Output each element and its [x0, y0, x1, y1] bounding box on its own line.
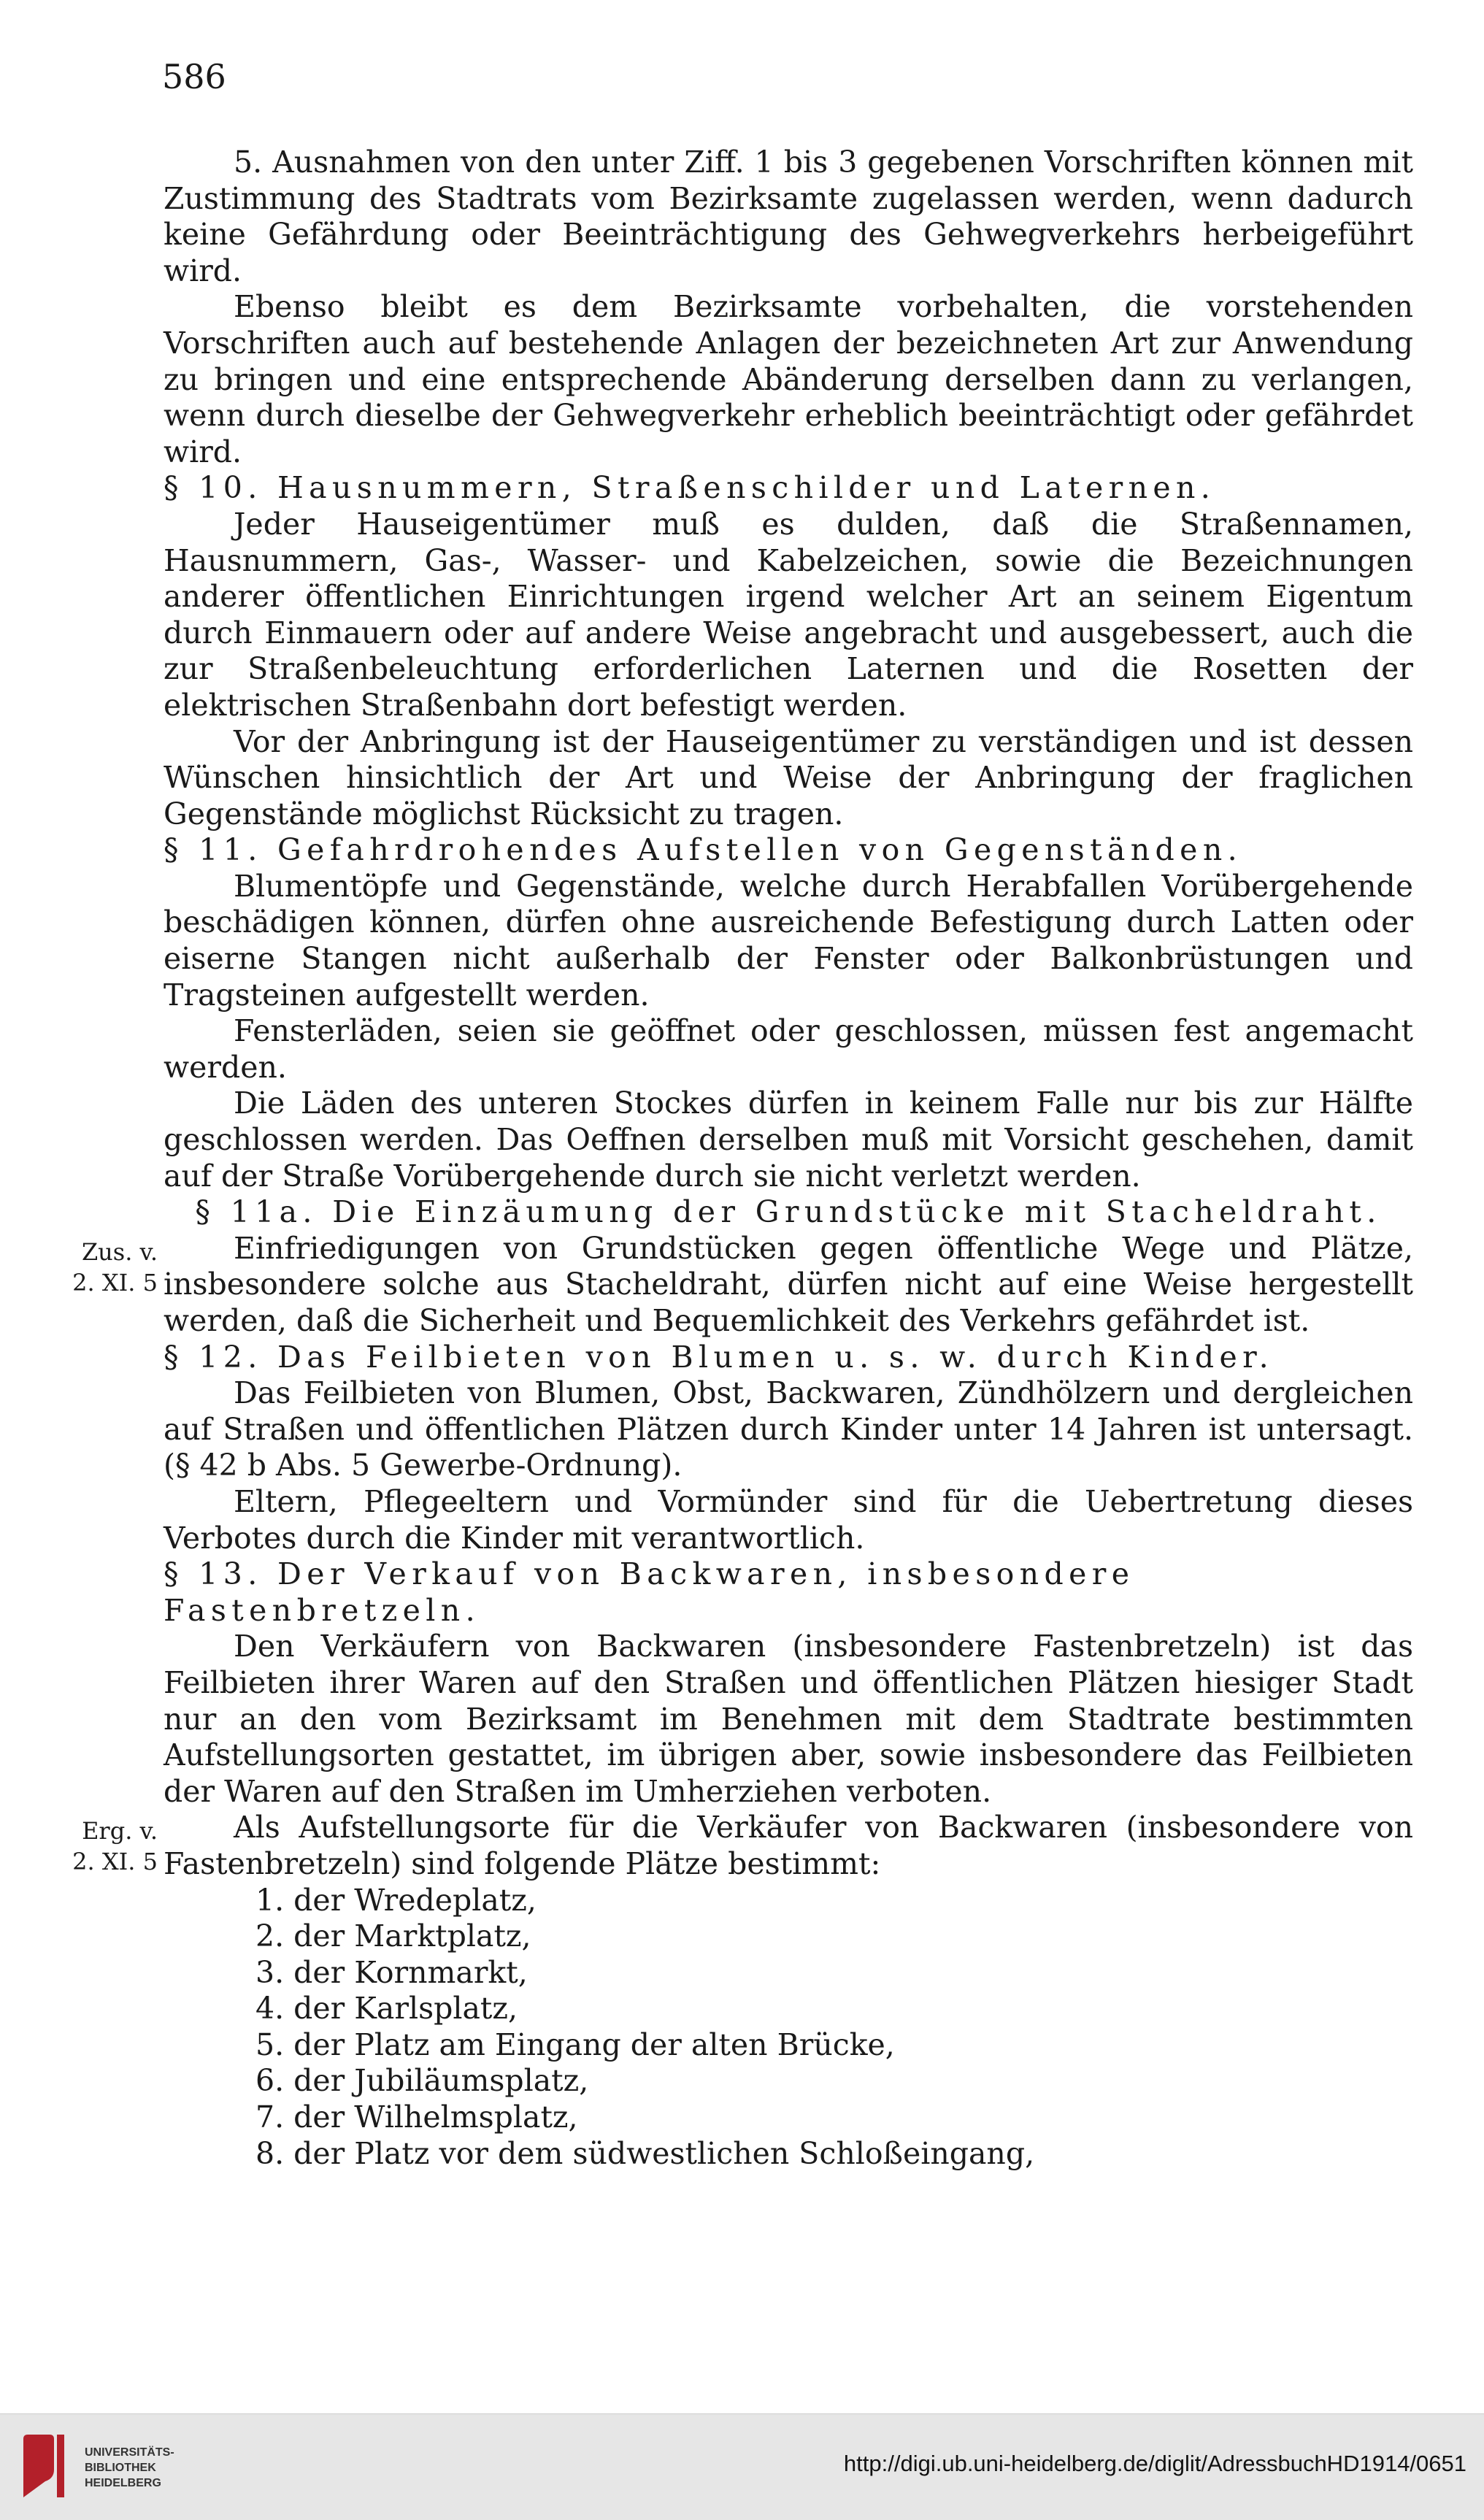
list-item: 4. der Karlsplatz, — [255, 1991, 518, 2027]
margin-note: Erg. v. 2. XI. 5 — [72, 1817, 158, 1875]
footer-bar — [0, 2413, 1484, 2520]
institution-name — [85, 2445, 174, 2491]
section-heading: § 13. Der Verkauf von Backwaren, insbesondere Fastenbretzeln. — [164, 1556, 1135, 1628]
paragraph: Fensterläden, seien sie geöffnet oder geschlossen, müssen fest angemacht werden. — [164, 1013, 1413, 1085]
paragraph: Ebenso bleibt es dem Bezirksamte vorbehalten, die vorstehenden Vorschriften auch auf bestehende Anlagen der bezeichneten Art zur Anwendung zu bringen und eine entsprechende Abänderung derselben dann zu verlangen, wenn durch dieselbe der Gehwegverkehr erheblich beeinträchtigt oder gefährdet wird. — [164, 289, 1413, 469]
list-item: 8. der Platz vor dem südwestlichen Schloßeingang, — [255, 2135, 1035, 2171]
ub-heidelberg-logo-icon — [13, 2427, 79, 2506]
institution-line: HEIDELBERG — [85, 2477, 161, 2489]
section-heading: § 11a. Die Einzäumung der Grundstücke mit Stacheldraht. — [195, 1194, 1382, 1230]
paragraph: Einfriedigungen von Grundstücken gegen öffentliche Wege und Plätze, insbesondere solche aus Stacheldraht, dürfen nicht auf eine Weise hergestellt werden, daß die Sicherheit und Bequemlichkeit des Verkehrs gefährdet ist. — [164, 1230, 1413, 1338]
list-item: 6. der Jubiläumsplatz, — [255, 2063, 589, 2099]
paragraph: Als Aufstellungsorte für die Verkäufer von Backwaren (insbesondere von Fastenbretzeln) sind folgende Plätze bestimmt: — [164, 1810, 1413, 1881]
page-number: 586 — [162, 57, 226, 96]
list-item: 1. der Wredeplatz, — [255, 1882, 537, 1918]
location-list — [164, 1883, 1413, 2173]
paragraph: Die Läden des unteren Stockes dürfen in keinem Falle nur bis zur Hälfte geschlossen werden. Das Oeffnen derselben muß mit Vorsicht geschehen, damit auf der Straße Vorübergehende durch sie nicht verletzt werden. — [164, 1086, 1413, 1194]
section-heading: § 12. Das Feilbieten von Blumen u. s. w. durch Kinder. — [164, 1339, 1274, 1375]
paragraph: Das Feilbieten von Blumen, Obst, Backwaren, Zündhölzern und dergleichen auf Straßen und öffentlichen Plätzen durch Kinder unter 14 Jahren ist untersagt. (§ 42 b Abs. 5 Gewerbe-Ordnung). — [164, 1375, 1413, 1483]
paragraph: 5. Ausnahmen von den unter Ziff. 1 bis 3 gegebenen Vorschriften können mit Zustimmung des Stadtrats vom Bezirksamte zugelassen werden, wenn dadurch keine Gefährdung oder Beeinträchtigung des Gehwegverkehrs herbeigeführt wird. — [164, 145, 1413, 288]
body-text — [164, 145, 1413, 2172]
list-item: 3. der Kornmarkt, — [255, 1954, 528, 1990]
list-item: 5. der Platz am Eingang der alten Brücke, — [255, 2027, 895, 2062]
list-item: 7. der Wilhelmsplatz, — [255, 2100, 578, 2135]
paragraph: Blumentöpfe und Gegenstände, welche durch Herabfallen Vorübergehende beschädigen können, dürfen ohne ausreichende Befestigung durch Latten oder eiserne Stangen nicht außerhalb der Fenster oder Balkonbrüstungen und Tragsteinen aufgestellt werden. — [164, 868, 1413, 1013]
section-heading: § 11. Gefahrdrohendes Aufstellen von Gegenständen. — [164, 832, 1243, 868]
section-heading: § 10. Hausnummern, Straßenschilder und Laternen. — [164, 470, 1216, 506]
paragraph: Jeder Hauseigentümer muß es dulden, daß die Straßennamen, Hausnummern, Gas-, Wasser- und Kabelzeichen, sowie die Bezeichnungen anderer öffentlichen Einrichtungen irgend welcher Art an seinem Eigentum durch Einmauern oder auf andere Weise angebracht und ausgebessert, auch die zur Straßenbeleuchtung erforderlichen Laternen und die Rosetten der elektrischen Straßenbahn dort befestigt werden. — [164, 506, 1413, 723]
institution-line: BIBLIOTHEK — [85, 2462, 156, 2474]
paragraph: Vor der Anbringung ist der Hauseigentümer zu verständigen und ist dessen Wünschen hinsichtlich der Art und Weise der Anbringung der fraglichen Gegenstände möglichst Rücksicht zu tragen. — [164, 723, 1413, 831]
paragraph: Eltern, Pflegeeltern und Vormünder sind für die Uebertretung dieses Verbotes durch die Kinder mit verantwortlich. — [164, 1483, 1413, 1556]
list-item: 2. der Marktplatz, — [255, 1918, 531, 1954]
institution-line: UNIVERSITÄTS- — [85, 2446, 174, 2459]
source-url-link[interactable]: http://digi.ub.uni-heidelberg.de/diglit/AdressbuchHD1914/0651 — [843, 2451, 1466, 2476]
paragraph: Den Verkäufern von Backwaren (insbesondere Fastenbretzeln) ist das Feilbieten ihrer Waren auf den Straßen und öffentlichen Plätzen hiesiger Stadt nur an den vom Bezirksamt im Benehmen mit dem Stadtrate bestimmten Aufstellungsorten gestattet, im übrigen aber, sowie insbesondere das Feilbieten der Waren auf den Straßen im Umherziehen verboten. — [164, 1629, 1413, 1809]
margin-note: Zus. v. 2. XI. 5 — [72, 1238, 158, 1297]
